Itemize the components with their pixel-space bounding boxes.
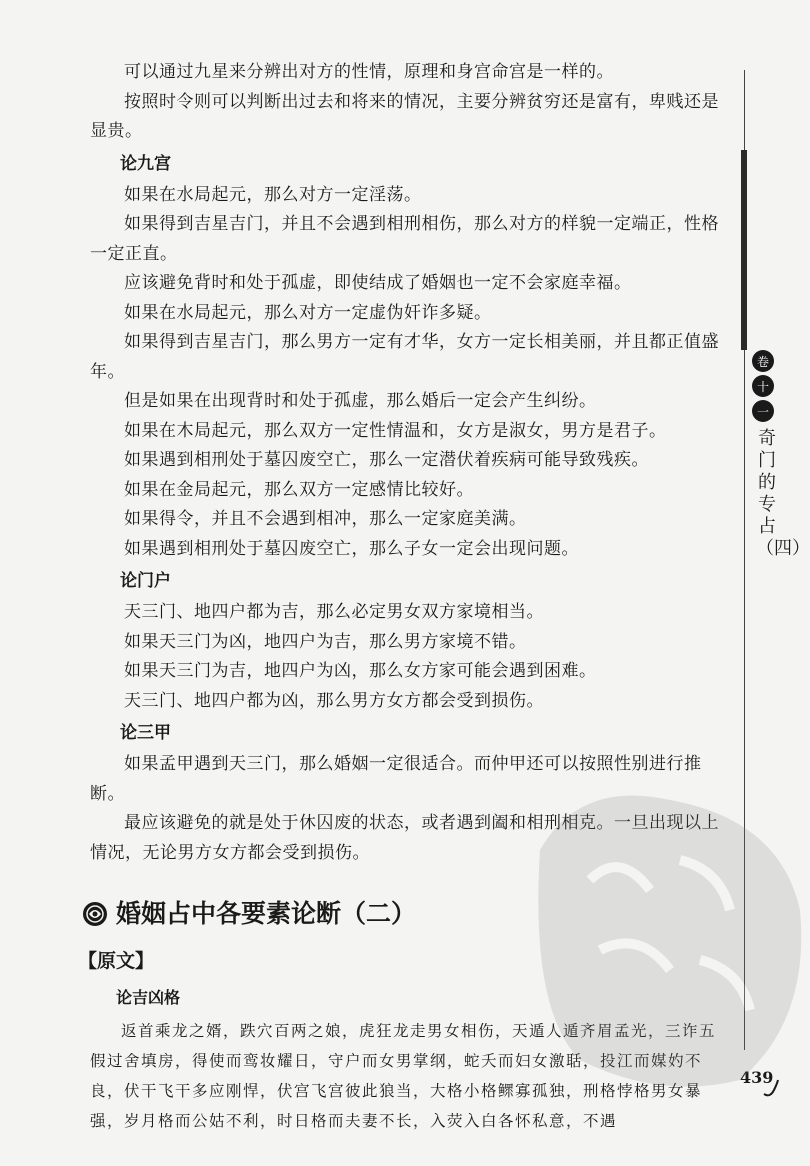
paragraph: 如果得到吉星吉门，那么男方一定有才华，女方一定长相美丽，并且都正值盛年。 (90, 332, 719, 382)
paragraph: 如果天三门为吉，地四户为凶，那么女方家可能会遇到困难。 (124, 661, 597, 681)
paragraph: 最应该避免的就是处于休囚废的状态，或者遇到阖和相刑相克。一旦出现以上情况，无论男方女方都会受到损伤。 (90, 813, 719, 863)
flower-ornament-icon (82, 901, 108, 927)
paragraph: 可以通过九星来分辨出对方的性情，原理和身宫命宫是一样的。 (124, 62, 614, 82)
paragraph: 如果遇到相刑处于墓囚废空亡，那么一定潜伏着疾病可能导致残疾。 (124, 450, 649, 470)
paragraph: 如果在木局起元，那么双方一定性情温和，女方是淑女，男方是君子。 (124, 420, 667, 441)
page-number: 439 (740, 1068, 774, 1087)
paragraph: 如果天三门为凶，地四户为吉，那么男方家境不错。 (124, 631, 527, 652)
paragraph: 天三门、地四户都为凶，那么男方女方都会受到损伤。 (124, 690, 544, 711)
section-title (82, 896, 730, 932)
section-heading-menhu: 论门户 (120, 571, 171, 591)
volume-badge: 一 (752, 400, 774, 422)
page-curl-icon (762, 1078, 780, 1098)
classic-text: 返首乘龙之婿，跌穴百两之娘，虎狂龙走男女相伤，天遁人遁齐眉孟光，三诈五假过舍填房，得使而鸾妆耀日，守户而女男掌纲，蛇夭而妇女激聒，投江而媒妁不良，伏干飞干多应刚悍，伏宫飞宫彼此狼当，大格小格鳏寡孤独，刑格悖格男女暴强，岁月格而公姑不利，时日格而夫妻不长，入荧入白各怀私意，不遇 (90, 1022, 717, 1130)
classic-heading: 论吉凶格 (116, 988, 181, 1007)
margin-thumb-bar (741, 150, 747, 350)
volume-badge: 十 (752, 375, 774, 397)
paragraph: 如果遇到相刑处于墓囚废空亡，那么子女一定会出现问题。 (124, 538, 579, 559)
paragraph: 天三门、地四户都为吉，那么必定男女双方家境相当。 (124, 602, 544, 622)
volume-badges (752, 350, 782, 425)
paragraph: 如果在水局起元，那么对方一定虚伪奸诈多疑。 (124, 302, 492, 323)
section-heading-jiugong: 论九宫 (120, 153, 171, 174)
paragraph: 如果在水局起元，那么对方一定淫荡。 (124, 184, 422, 205)
paragraph: 如果孟甲遇到天三门，那么婚姻一定很适合。而仲甲还可以按照性别进行推断。 (90, 754, 702, 804)
section-title-text: 婚姻占中各要素论断（二） (116, 899, 417, 928)
paragraph: 按照时令则可以判断出过去和将来的情况，主要分辨贫穷还是富有，卑贱还是显贵。 (90, 91, 719, 141)
paragraph: 应该避免背时和处于孤虚，即使结成了婚姻也一定不会家庭幸福。 (124, 273, 632, 293)
chapter-title-vertical: 奇门的专占（四） (756, 428, 810, 559)
paragraph: 如果得令，并且不会遇到相冲，那么一定家庭美满。 (124, 509, 527, 529)
paragraph: 如果得到吉星吉门，并且不会遇到相刑相伤，那么对方的样貌一定端正，性格一定正直。 (90, 214, 719, 264)
volume-badge: 卷 (752, 350, 774, 372)
section-heading-sanjia: 论三甲 (120, 723, 171, 743)
original-text-label: 【原文】 (78, 950, 155, 972)
paragraph: 如果在金局起元，那么双方一定感情比较好。 (124, 479, 474, 500)
main-text (78, 58, 730, 1136)
paragraph: 但是如果在出现背时和处于孤虚，那么婚后一定会产生纠纷。 (124, 391, 597, 411)
